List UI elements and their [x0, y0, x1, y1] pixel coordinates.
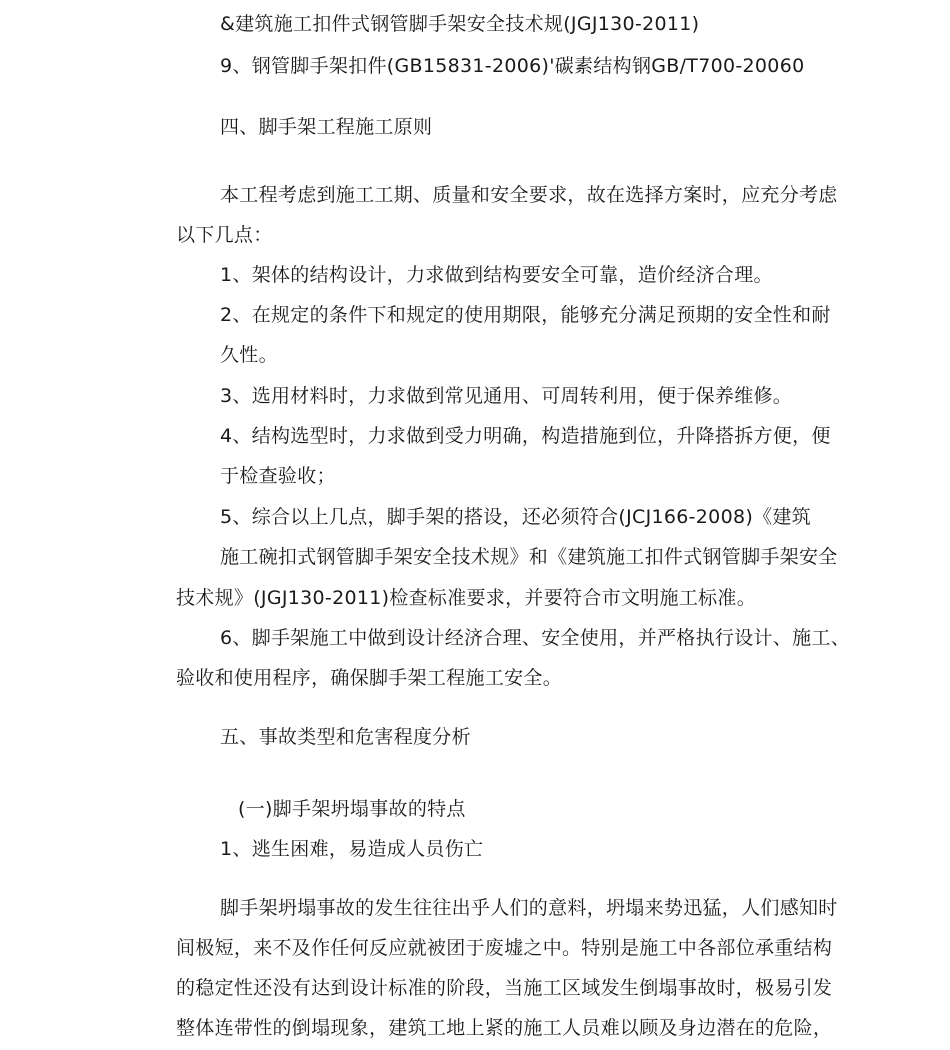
- list-item-4-continued: 于检查验收；: [220, 465, 336, 487]
- paragraph-line: 本工程考虑到施工工期、质量和安全要求，故在选择方案时，应充分考虑: [220, 184, 838, 206]
- paragraph-line: 的稳定性还没有达到设计标准的阶段，当施工区域发生倒塌事故时，极易引发: [176, 977, 833, 999]
- list-item-1: 1、架体的结构设计，力求做到结构要安全可靠，造价经济合理。: [220, 264, 773, 286]
- subsection-heading: (一)脚手架坍塌事故的特点: [238, 798, 466, 820]
- list-item-4: 4、结构选型时，力求做到受力明确，构造措施到位，升降搭拆方便，便: [220, 425, 831, 447]
- paragraph-line: 整体连带性的倒塌现象，建筑工地上紧的施工人员难以顾及身边潜在的危险，: [176, 1017, 833, 1039]
- paragraph-line: 间极短，来不及作任何反应就被团于废墟之中。特别是施工中各部位承重结构: [176, 937, 833, 959]
- list-item-2-continued: 久性。: [220, 344, 278, 366]
- list-item-5-continued: 技术规》(JGJ130-2011)检查标准要求，并要符合市文明施工标准。: [176, 587, 757, 609]
- list-item-5-continued: 施工碗扣式钢管脚手架安全技术规》和《建筑施工扣件式钢管脚手架安全: [220, 546, 838, 568]
- list-item-5: 5、综合以上几点，脚手架的搭设，还必须符合(JCJ166-2008)《建筑: [220, 506, 811, 528]
- list-item-6: 6、脚手架施工中做到设计经济合理、安全使用，并严格执行设计、施工、: [220, 627, 850, 649]
- list-item-2: 2、在规定的条件下和规定的使用期限，能够充分满足预期的安全性和耐: [220, 304, 831, 326]
- section-heading-5: 五、事故类型和危害程度分析: [220, 726, 471, 748]
- reference-line-8: &建筑施工扣件式钢管脚手架安全技术规(JGJ130-2011): [220, 13, 700, 35]
- list-item-6-continued: 验收和使用程序，确保脚手架工程施工安全。: [176, 667, 563, 689]
- paragraph-line: 脚手架坍塌事故的发生往往出乎人们的意料，坍塌来势迅猛，人们感知时: [220, 897, 838, 919]
- paragraph-line: 以下几点：: [176, 224, 273, 246]
- list-item-3: 3、选用材料时，力求做到常见通用、可周转利用，便于保养维修。: [220, 385, 793, 407]
- subsection-point-1: 1、逃生困难，易造成人员伤亡: [220, 838, 484, 860]
- section-heading-4: 四、脚手架工程施工原则: [220, 116, 433, 138]
- reference-line-9: 9、钢管脚手架扣件(GB15831-2006)'碳素结构钢GB/T700-20060: [220, 55, 805, 77]
